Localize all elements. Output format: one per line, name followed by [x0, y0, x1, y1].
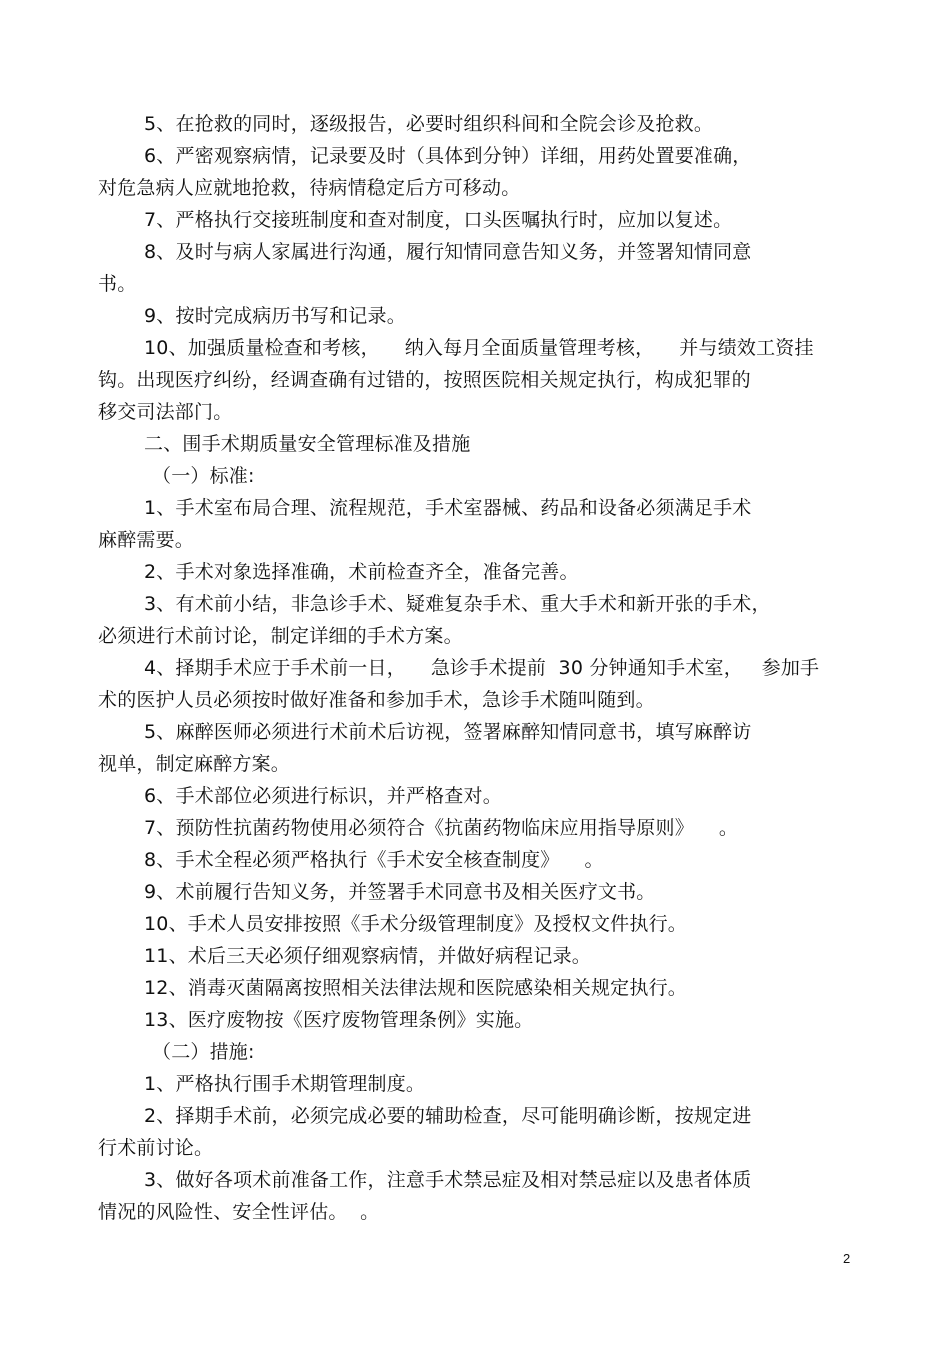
text-line: 9、按时完成病历书写和记录。 [144, 305, 406, 327]
text-line: 3、有术前小结，非急诊手术、疑难复杂手术、重大手术和新开张的手术， [144, 593, 771, 615]
text-line: 移交司法部门。 [98, 401, 233, 423]
text-line: 视单，制定麻醉方案。 [98, 753, 291, 775]
text-line: 1、严格执行围手术期管理制度。 [144, 1073, 426, 1095]
text-line: 1、手术室布局合理、流程规范，手术室器械、药品和设备必须满足手术 [144, 497, 752, 519]
text-line: 术的医护人员必须按时做好准备和参加手术，急诊手术随叫随到。 [98, 689, 655, 711]
text-line: 5、麻醉医师必须进行术前术后访视，签署麻醉知情同意书，填写麻醉访 [144, 721, 752, 743]
subsection-heading: （二）措施: [152, 1041, 255, 1063]
text-line: 8、及时与病人家属进行沟通，履行知情同意告知义务，并签署知情同意 [144, 241, 752, 263]
text-line: 6、手术部位必须进行标识，并严格查对。 [144, 785, 502, 807]
text-line: 2、择期手术前，必须完成必要的辅助检查，尽可能明确诊断，按规定进 [144, 1105, 752, 1127]
text-line: 6、严密观察病情，记录要及时（具体到分钟）详细，用药处置要准确， [144, 145, 752, 167]
text-line: 13、医疗废物按《医疗废物管理条例》实施。 [144, 1009, 534, 1031]
text-line: 对危急病人应就地抢救，待病情稳定后方可移动。 [98, 177, 521, 199]
text-line: 行术前讨论。 [98, 1137, 214, 1159]
text-line: 情况的风险性、安全性评估。 。 [98, 1201, 380, 1223]
text-line: 钩。出现医疗纠纷，经调查确有过错的，按照医院相关规定执行，构成犯罪的 [98, 369, 751, 391]
text-line: 5、在抢救的同时，逐级报告，必要时组织科间和全院会诊及抢救。 [144, 113, 714, 135]
text-line: 7、严格执行交接班制度和查对制度，口头医嘱执行时，应加以复述。 [144, 209, 733, 231]
text-line: 9、术前履行告知义务，并签署手术同意书及相关医疗文书。 [144, 881, 656, 903]
text-line: 麻醉需要。 [98, 529, 195, 551]
section-heading: 二、围手术期质量安全管理标准及措施 [144, 433, 471, 455]
text-line: 4、择期手术应于手术前一日， 急诊手术提前 30 分钟通知手术室， 参加手 [144, 657, 820, 679]
text-line: 2、手术对象选择准确，术前检查齐全，准备完善。 [144, 561, 579, 583]
text-line: 7、预防性抗菌药物使用必须符合《抗菌药物临床应用指导原则》 。 [144, 817, 739, 839]
text-line: 10、手术人员安排按照《手术分级管理制度》及授权文件执行。 [144, 913, 687, 935]
text-line: 必须进行术前讨论，制定详细的手术方案。 [98, 625, 463, 647]
text-line: 3、做好各项术前准备工作，注意手术禁忌症及相对禁忌症以及患者体质 [144, 1169, 752, 1191]
text-line: 11、术后三天必须仔细观察病情，并做好病程记录。 [144, 945, 591, 967]
page-number: 2 [843, 1251, 851, 1266]
text-line: 12、消毒灭菌隔离按照相关法律法规和医院感染相关规定执行。 [144, 977, 687, 999]
text-line: 书。 [98, 273, 137, 295]
text-line: 10、加强质量检查和考核， 纳入每月全面质量管理考核， 并与绩效工资挂 [144, 337, 814, 359]
text-line: 8、手术全程必须严格执行《手术安全核查制度》 。 [144, 849, 604, 871]
subsection-heading: （一）标准: [152, 465, 255, 487]
